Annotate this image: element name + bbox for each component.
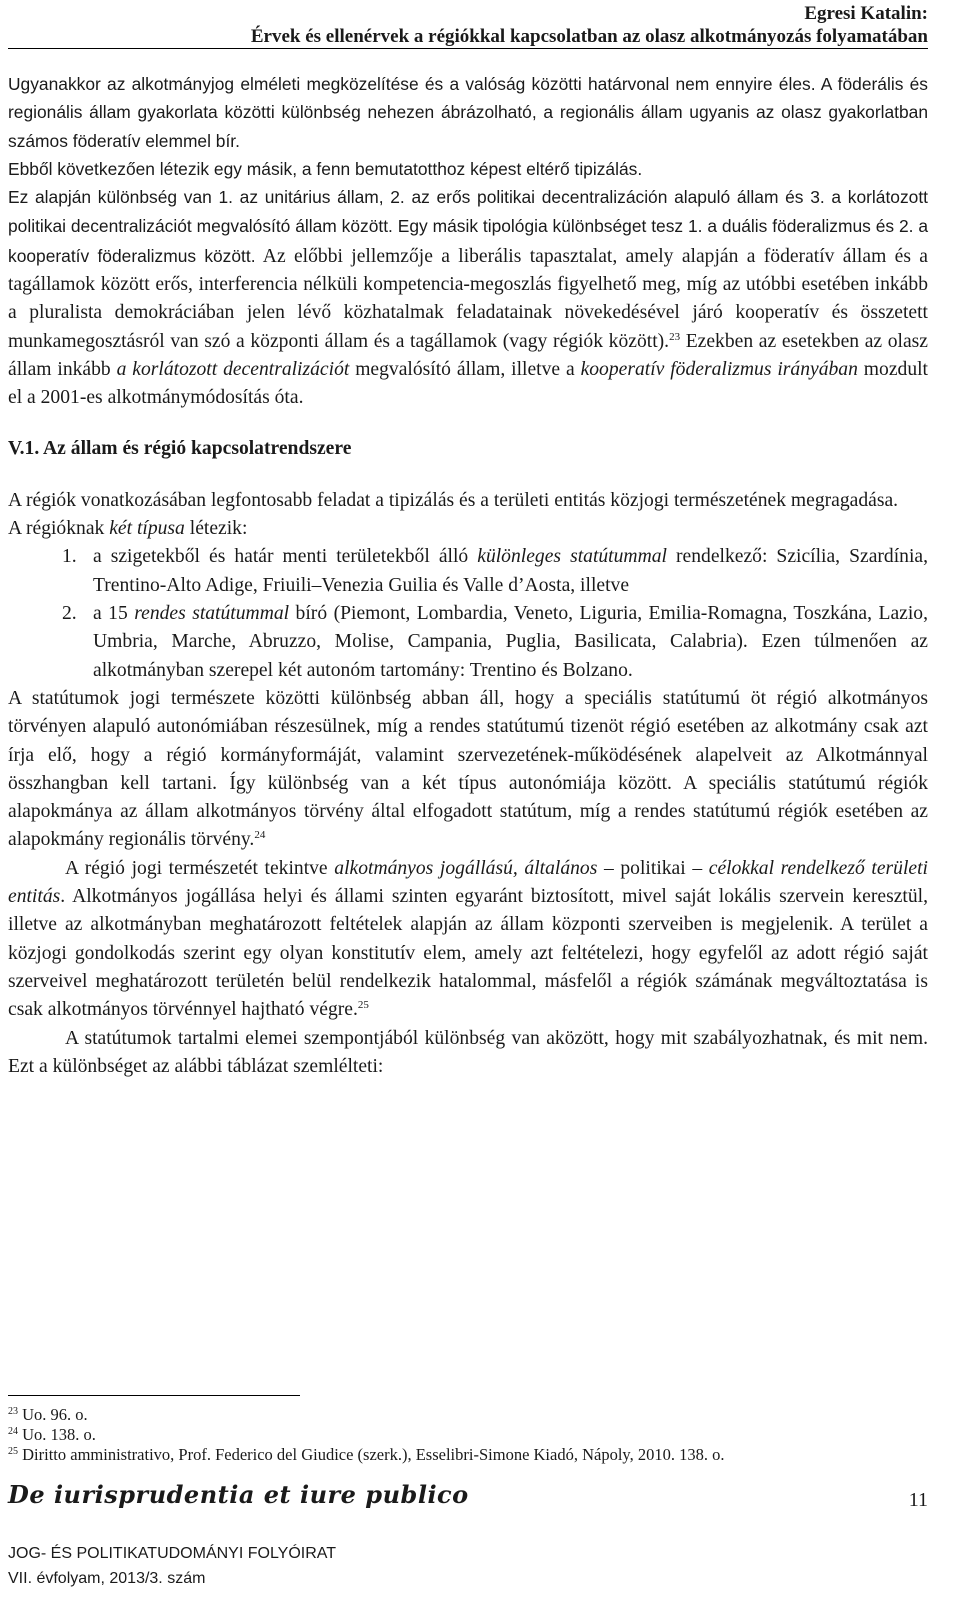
paragraph-3-text-end: mozdult el a 2001-es alkotmánymódosítás óta.	[8, 358, 928, 409]
paragraph-5	[8, 515, 928, 543]
paragraph-1: Ugyanakkor az alkotmányjog elméleti megközelítése és a valóság közötti határvonal nem ennyire éles. A föderális és regionális állam gyakorlata közötti különbség nehezen ábrázolható, a regionális állam ugyanis az olasz gyakorlatban számos föderatív elemmel bír.	[8, 74, 928, 151]
list-item	[8, 600, 928, 685]
header-rule	[8, 48, 928, 49]
paragraph-3-emphasis-1: a korlátozott decentralizációt	[116, 358, 350, 380]
paragraph-5-text: A régióknak	[8, 518, 110, 540]
paragraph-3	[8, 183, 928, 412]
list-item-number: 2.	[62, 603, 77, 625]
journal-info	[8, 1541, 336, 1591]
region-type-list	[8, 543, 928, 684]
list-item-text: a szigetekből és határ menti területekből álló	[93, 546, 478, 568]
list-item-number: 1.	[62, 546, 77, 568]
list-item-emphasis: különleges statútummal	[477, 546, 667, 568]
paragraph-3-sans: Ez alapján különbség van 1. az unitárius állam, 2. az erős politikai decentralizáción alapuló állam és 3. a korlátozott politikai decentralizációt megvalósító állam között. Egy másik tipológia különbséget tesz 1. a duális föderalizmus és 2. a kooperatív föderalizmus között.	[8, 187, 928, 266]
footnote-ref-24[interactable]: 24	[254, 829, 266, 842]
footnote-number: 25	[8, 1446, 18, 1457]
footnote-ref-25[interactable]: 25	[357, 999, 369, 1012]
footnote-text: Uo. 96. o.	[22, 1405, 88, 1424]
journal-name: JOG- ÉS POLITIKATUDOMÁNYI FOLYÓIRAT	[8, 1545, 337, 1562]
paragraph-7-text: A régió jogi természetét tekintve	[65, 857, 335, 879]
list-item-text-end: rendelkező: Szicília, Szardínia, Trentino-Alto Adige, Friuili–Venezia Guilia és Valle d’Aosta, illetve	[93, 546, 929, 596]
paragraph-4: A régiók vonatkozásában legfontosabb feladat a tipizálás és a területi entitás közjogi természetének megragadása.	[8, 489, 899, 511]
paragraph-7-emphasis-1: alkotmányos jogállású, általános	[334, 857, 598, 879]
paragraph-5-emphasis: két típusa	[109, 518, 185, 540]
list-item-text-end: bíró (Piemont, Lombardia, Veneto, Liguria, Emilia-Romagna, Toszkána, Lazio, Umbria, Marche, Abruzzo, Molise, Campania, Puglia, Basilicata, Calabria). Ezen túlmenően az alkotmányban szerepel két autonóm tartomány: Trentino és Bolzano.	[93, 603, 928, 681]
paragraph-6	[8, 685, 928, 855]
footnote-text: Uo. 138. o.	[22, 1425, 96, 1444]
paragraph-3-emphasis-2: kooperatív föderalizmus irányában	[580, 358, 858, 380]
header-title: Érvek és ellenérvek a régiókkal kapcsolatban az olasz alkotmányozás folyamatában	[250, 26, 928, 47]
journal-issue: VII. évfolyam, 2013/3. szám	[8, 1570, 206, 1587]
footnote-ref-23[interactable]: 23	[669, 330, 681, 343]
journal-brand: De iurisprudentia et iure publico	[8, 1480, 469, 1509]
paragraph-3-serif: Az előbbi jellemzője a liberális tapasztalat, amely alapján a föderatív állam és a tagállamok között erős, interferencia nélküli kompetencia-megoszlás figyelhető meg, míg az utóbbi esetében inkább a pluralista demokráciában jelen lévő közhatalmak feladatainak növekedésével járó kooperatív és összetett munkamegosztásról van szó a központi állam és a tagállamok (vagy régiók között).	[8, 245, 928, 352]
paragraph-7-text-end: . Alkotmányos jogállása helyi és állami szinten egyaránt biztosított, mivel saját lokális szervein keresztül, illetve az alkotmányban meghatározott feltételek alapján az állam központi szerveiben is megjelenik. A terület a közjogi gondolkodás szerint egy olyan konstitutív elem, amely azt feltételezi, hogy egyfelől az adott régió saját szerveivel meghatározott területén belül rendelkezik hatalommal, másfelől a régiók számának megváltoztatása is csak alkotmányos törvénnyel hajtható végre.	[8, 886, 928, 1021]
footnote	[8, 1445, 724, 1465]
list-item	[8, 543, 928, 600]
paragraph-5-text-end: létezik:	[184, 518, 248, 540]
list-item-emphasis: rendes statútummal	[134, 603, 290, 625]
footnote-number: 24	[8, 1426, 18, 1437]
page-number: 11	[908, 1489, 928, 1511]
footnote	[8, 1425, 724, 1445]
paragraph-8: A statútumok tartalmi elemei szempontjából különbség van aközött, hogy mit szabályozhatnak, és mit nem. Ezt a különbséget az alábbi táblázat szemlélteti:	[8, 1027, 928, 1077]
paragraph-7	[8, 855, 928, 1025]
paragraph-3-text: Ezekben az esetekben az olasz állam inkább	[8, 330, 928, 380]
paragraph-3-text-mid: megvalósító állam, illetve a	[349, 358, 581, 380]
running-header	[251, 2, 928, 48]
paragraph-6-text: A statútumok jogi természete közötti különbség abban áll, hogy a speciális statútumú öt régió alkotmányos törvényen alapuló autonómiában részesülnek, míg a rendes statútumú tizenöt régió esetében az alkotmány csak azt írja elő, hogy a régió kormányformáját, valamint szervezetének-működésének alapelveit az Alkotmánnyal összhangban kell tartani. Így különbség van a két típus autonómiája között. A speciális statútumú régiók alapokmánya az állam alkotmányos törvény által elfogadott statútum, míg a rendes statútumú régiók esetében az alapokmány regionális törvény.	[8, 687, 928, 851]
paragraph-7-emphasis-2: célokkal rendelkező területi entitás	[8, 857, 929, 908]
footnote-text: Diritto amministrativo, Prof. Federico del Giudice (szerk.), Esselibri-Simone Kiadó, Nápoly, 2010. 138. o.	[22, 1445, 725, 1464]
list-item-text: a 15	[93, 603, 135, 625]
paragraph-2: Ebből következően létezik egy másik, a fenn bemutatotthoz képest eltérő tipizálás.	[8, 158, 643, 179]
paragraph-7-text-mid: – politikai –	[597, 857, 709, 879]
footnote-separator	[8, 1395, 300, 1396]
section-heading: V.1. Az állam és régió kapcsolatrendszere	[8, 437, 352, 459]
body-text	[8, 70, 928, 1081]
header-author: Egresi Katalin:	[804, 3, 928, 24]
footnotes	[8, 1405, 724, 1465]
footnote	[8, 1405, 724, 1425]
footnote-number: 23	[8, 1406, 18, 1417]
